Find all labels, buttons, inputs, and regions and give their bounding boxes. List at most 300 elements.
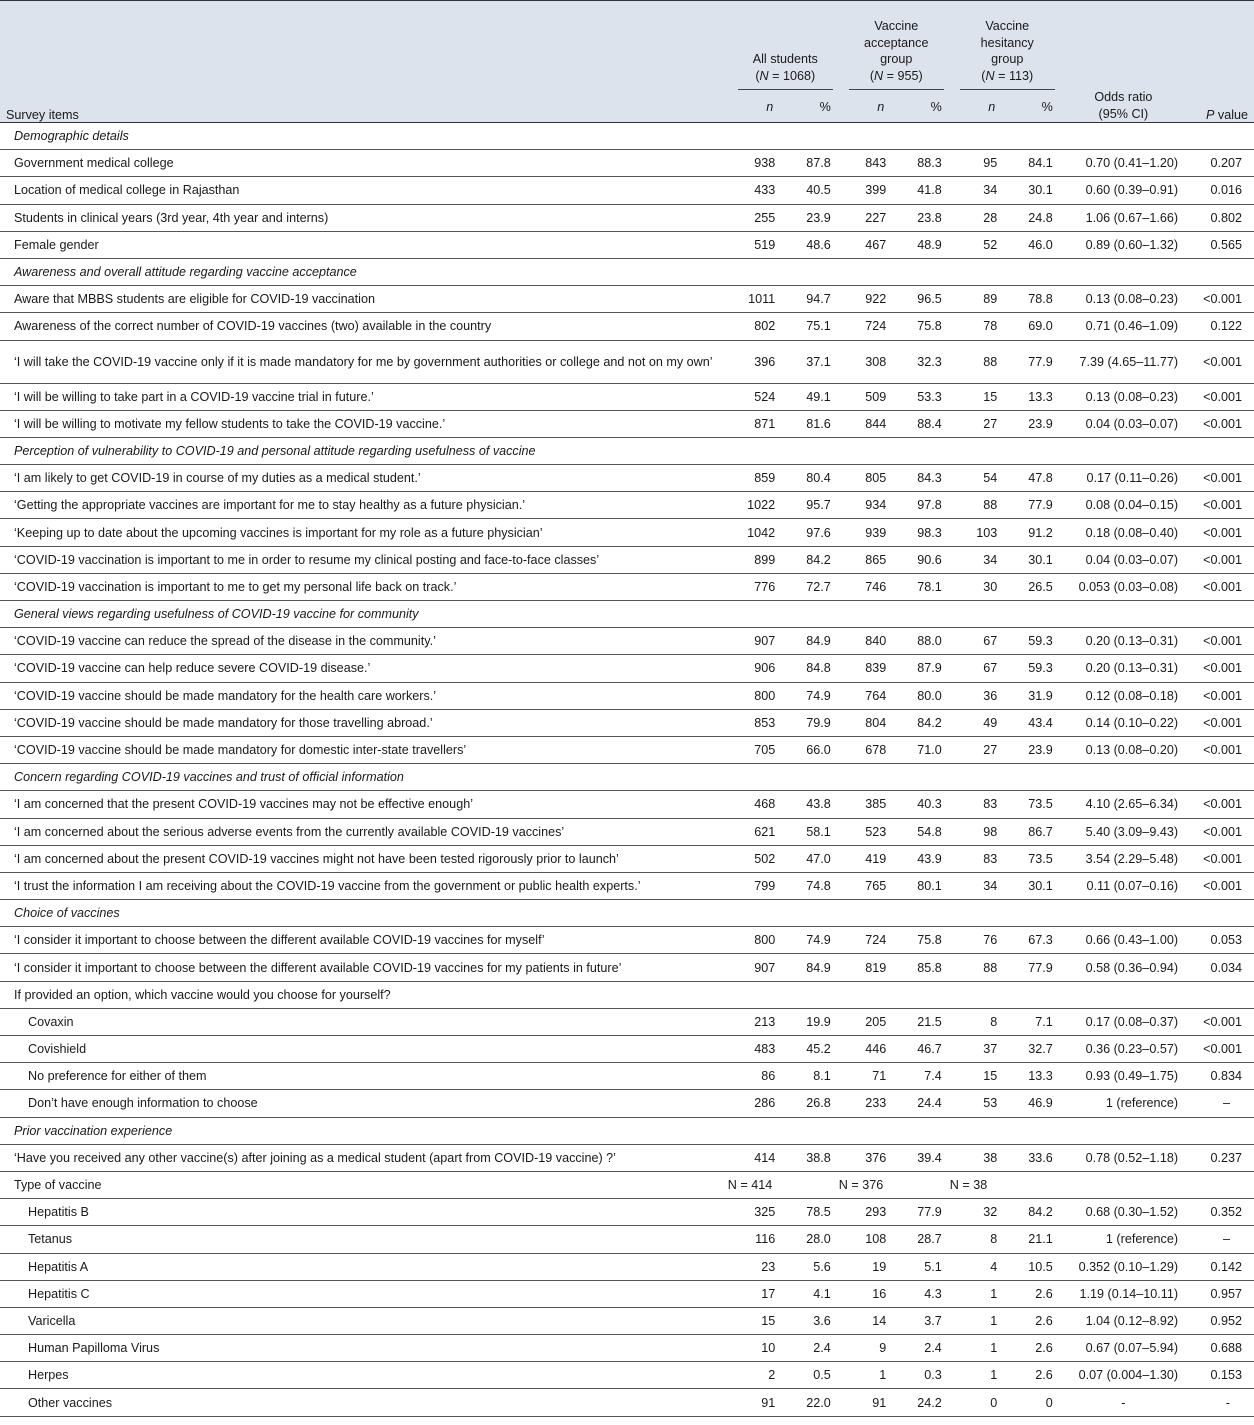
hesit-n: 88: [983, 960, 998, 975]
hesit-n: 52: [983, 237, 998, 252]
header-row: [0, 1, 1254, 123]
hesit-pct: 59.3: [1028, 634, 1053, 649]
table-row: [0, 736, 1254, 763]
section-header-row: [0, 437, 1254, 464]
section-title: Concern regarding COVID-19 vaccines and trust of official information: [14, 770, 404, 785]
section-title: Perception of vulnerability to COVID-19 and personal attitude regarding usefulness of vaccine: [14, 443, 536, 458]
all-n: 907: [754, 960, 776, 975]
all-pct: 45.2: [806, 1042, 831, 1057]
hesit-pct: 32.7: [1028, 1042, 1053, 1057]
accept-pct: 75.8: [917, 933, 942, 948]
all-pct: 22.0: [806, 1395, 831, 1410]
odds-ratio: 0.68 (0.30–1.52): [1085, 1205, 1179, 1220]
row-label: ‘I am concerned that the present COVID-19 vaccines may not be effective enough’: [14, 797, 473, 812]
hesit-pct: 13.3: [1028, 389, 1053, 404]
hesit-n: 37: [983, 1042, 998, 1057]
hesit-pct: 33.6: [1028, 1150, 1053, 1165]
all-pct: 84.8: [806, 661, 831, 676]
p-value: 0.834: [1210, 1069, 1242, 1084]
all-pct: 87.8: [806, 156, 831, 171]
hesit-n: 4: [990, 1259, 998, 1274]
section-header-row: [0, 1117, 1254, 1144]
all-n: 899: [754, 552, 776, 567]
table-row: [0, 150, 1254, 177]
hesit-pct: 59.3: [1028, 661, 1053, 676]
accept-pct: [894, 981, 952, 1008]
all-pct: 48.6: [806, 237, 831, 252]
table-row: [0, 791, 1254, 818]
row-label: ‘COVID-19 vaccination is important to me to get my personal life back on track.’: [14, 579, 457, 594]
table-row: [0, 519, 1254, 546]
accept-pct: 78.1: [917, 579, 942, 594]
p-value: <0.001: [1203, 797, 1242, 812]
p-value: <0.001: [1203, 416, 1242, 431]
odds-ratio: 1.19 (0.14–10.11): [1079, 1286, 1179, 1301]
hesit-n: 30: [983, 579, 998, 594]
hesitancy-n: (N = 113): [981, 68, 1034, 83]
table-row: [0, 1389, 1254, 1416]
accept-n: 19: [872, 1259, 887, 1274]
hesit-pct: 10.5: [1028, 1259, 1053, 1274]
all-n: 705: [754, 743, 776, 758]
row-label: Covishield: [28, 1042, 87, 1057]
accept-pct: 80.0: [917, 688, 942, 703]
hesit-n: 83: [983, 797, 998, 812]
all-n: 907: [754, 634, 776, 649]
all-n: 871: [754, 416, 776, 431]
all-pct: 81.6: [806, 416, 831, 431]
row-label: ‘COVID-19 vaccination is important to me in order to resume my clinical posting and face-to-face classes’: [14, 552, 600, 567]
odds-ratio: 0.89 (0.60–1.32): [1085, 237, 1179, 252]
accept-n: 509: [865, 389, 887, 404]
all-n: 802: [754, 319, 776, 334]
accept-pct: 84.3: [917, 471, 942, 486]
table-row: [0, 1144, 1254, 1171]
table-row: [0, 682, 1254, 709]
accept-pct: 43.9: [917, 851, 942, 866]
odds-ratio: 1.06 (0.67–1.66): [1085, 210, 1179, 225]
table-row: [0, 1171, 1254, 1198]
accept-n: 14: [872, 1313, 887, 1328]
all-n: 483: [754, 1042, 776, 1057]
table-row: [0, 845, 1254, 872]
all-pct: 37.1: [806, 354, 831, 369]
accept-n: [841, 981, 894, 1008]
hesit-n: 8: [990, 1232, 998, 1247]
row-label: ‘I consider it important to choose between the different available COVID-19 vaccines for myself’: [14, 933, 545, 948]
table-row: [0, 709, 1254, 736]
all-n: 800: [754, 688, 776, 703]
all-pct: 2.4: [813, 1341, 831, 1356]
row-label: ‘COVID-19 vaccine should be made mandatory for domestic inter-state travellers’: [14, 743, 467, 758]
p-value: [1184, 981, 1254, 1008]
hesit-pct: [1005, 981, 1063, 1008]
p-value: –: [1222, 1096, 1230, 1111]
odds-ratio: 0.17 (0.08–0.37): [1085, 1014, 1179, 1029]
table-row: [0, 1036, 1254, 1063]
p-value: 0.802: [1210, 210, 1242, 225]
odds-ratio: 7.39 (4.65–11.77): [1079, 354, 1179, 369]
accept-pct: 46.7: [917, 1042, 942, 1057]
accept-pct: 90.6: [917, 552, 942, 567]
accept-n: 227: [865, 210, 887, 225]
hesit-n: 83: [983, 851, 998, 866]
odds-ratio: 0.13 (0.08–0.20): [1085, 743, 1179, 758]
all-n: 414: [754, 1150, 776, 1165]
table-row: [0, 1335, 1254, 1362]
accept-pct: 41.8: [917, 183, 942, 198]
odds-ratio: 0.20 (0.13–0.31): [1085, 661, 1179, 676]
survey-items-header: Survey items: [0, 1, 730, 123]
table-row: [0, 465, 1254, 492]
odds-ratio: 1 (reference): [1105, 1232, 1179, 1247]
row-label: ‘Getting the appropriate vaccines are important for me to stay healthy as a future physician.’: [14, 498, 526, 513]
all-pct: [783, 981, 841, 1008]
row-label: Type of vaccine: [14, 1178, 102, 1193]
section-header-row: [0, 123, 1254, 150]
p-value: <0.001: [1203, 389, 1242, 404]
p-value: 0.053: [1210, 933, 1242, 948]
p-value: 0.153: [1210, 1368, 1242, 1383]
p-value: 0.016: [1210, 183, 1242, 198]
table-row: [0, 313, 1254, 340]
accept-pct: 0.3: [924, 1368, 942, 1383]
accept-n: 108: [865, 1232, 887, 1247]
odds-ratio: 5.40 (3.09–9.43): [1085, 824, 1179, 839]
table-row: [0, 340, 1254, 383]
table-row: [0, 1008, 1254, 1035]
row-label: No preference for either of them: [28, 1069, 207, 1084]
row-label: Hepatitis A: [28, 1259, 89, 1274]
all-pct: 78.5: [806, 1205, 831, 1220]
section-header-row: [0, 258, 1254, 285]
odds-ratio: -: [1121, 1395, 1126, 1410]
hesit-n: 27: [983, 416, 998, 431]
hesit-n: 95: [983, 156, 998, 171]
hesit-n: 103: [976, 525, 998, 540]
acceptance-header: Vaccine acceptance group (N = 955) n %: [841, 1, 952, 123]
hesit-pct: 84.2: [1028, 1205, 1053, 1220]
accept-n: 678: [865, 743, 887, 758]
hesit-pct: 67.3: [1028, 933, 1053, 948]
all-pct: 74.9: [806, 688, 831, 703]
all-n: 433: [754, 183, 776, 198]
table-row: [0, 573, 1254, 600]
accept-n: 839: [865, 661, 887, 676]
accept-pct: 3.7: [924, 1313, 942, 1328]
hesit-n: 27: [983, 743, 998, 758]
all-n: 776: [754, 579, 776, 594]
p-value: 0.142: [1210, 1259, 1242, 1274]
p-value: <0.001: [1203, 634, 1242, 649]
odds-ratio: 1 (reference): [1105, 1096, 1179, 1111]
accept-n: 840: [865, 634, 887, 649]
hesit-pct: 31.9: [1028, 688, 1053, 703]
odds-ratio: 0.13 (0.08–0.23): [1085, 292, 1179, 307]
table-row: [0, 872, 1254, 899]
hesit-pct: 2.6: [1035, 1313, 1053, 1328]
all-pct: 49.1: [806, 389, 831, 404]
accept-n: 939: [865, 525, 887, 540]
table-row: [0, 1063, 1254, 1090]
accept-n: 233: [865, 1096, 887, 1111]
acceptance-n: (N = 955): [869, 68, 923, 83]
hesit-pct: 2.6: [1035, 1341, 1053, 1356]
all-pct: 47.0: [806, 851, 831, 866]
row-label: ‘I trust the information I am receiving about the COVID-19 vaccine from the government or public health experts.’: [14, 878, 641, 893]
table-row: [0, 655, 1254, 682]
accept-n: 843: [865, 156, 887, 171]
accept-pct: 87.9: [917, 661, 942, 676]
all-students-n: (N = 1068): [755, 68, 816, 83]
odds-ratio: 0.70 (0.41–1.20): [1085, 156, 1179, 171]
p-value: <0.001: [1203, 743, 1242, 758]
empty-cell: [1184, 1171, 1254, 1198]
accept-n: 805: [865, 471, 887, 486]
odds-ratio-header: Odds ratio (95% CI): [1063, 1, 1184, 123]
odds-ratio: 4.10 (2.65–6.34): [1085, 797, 1179, 812]
table-row: [0, 286, 1254, 313]
odds-ratio: 0.36 (0.23–0.57): [1085, 1042, 1179, 1057]
all-n: 468: [754, 797, 776, 812]
hesit-n: 67: [983, 661, 998, 676]
row-label: ‘I will take the COVID-19 vaccine only if it is made mandatory for me by government authorities or college and not on my own’: [14, 354, 713, 369]
accept-n: 724: [865, 933, 887, 948]
row-label: Varicella: [28, 1313, 76, 1328]
p-value-header: P value: [1184, 1, 1254, 123]
accept-n: 385: [865, 797, 887, 812]
all-pct: 43.8: [806, 797, 831, 812]
all-pct: 8.1: [813, 1069, 831, 1084]
hesit-n: 34: [983, 552, 998, 567]
section-header-row: [0, 900, 1254, 927]
hesit-pct: 73.5: [1028, 851, 1053, 866]
row-label: ‘COVID-19 vaccine should be made mandatory for the health care workers.’: [14, 688, 437, 703]
all-n: 1011: [748, 292, 776, 307]
row-label: ‘COVID-19 vaccine can reduce the spread of the disease in the community.’: [14, 634, 436, 649]
hesit-n: 54: [983, 471, 998, 486]
hesit-pct: 46.0: [1028, 237, 1053, 252]
hesit-n: 49: [983, 715, 998, 730]
accept-n: 467: [865, 237, 887, 252]
hesit-pct: 46.9: [1028, 1096, 1053, 1111]
hesit-pct: 84.1: [1028, 156, 1053, 171]
section-header-row: [0, 601, 1254, 628]
p-value: <0.001: [1203, 292, 1242, 307]
p-value: <0.001: [1203, 851, 1242, 866]
table-row: [0, 1280, 1254, 1307]
accept-pct: 77.9: [917, 1205, 942, 1220]
hesit-n: 0: [990, 1395, 998, 1410]
empty-cell: [1063, 1171, 1184, 1198]
all-pct: 3.6: [813, 1313, 831, 1328]
all-pct: 38.8: [806, 1150, 831, 1165]
hesit-n: [952, 981, 1005, 1008]
odds-ratio: 0.352 (0.10–1.29): [1078, 1259, 1179, 1274]
p-value: 0.688: [1210, 1341, 1242, 1356]
row-label: If provided an option, which vaccine would you choose for yourself?: [14, 987, 391, 1002]
hesit-pct: 77.9: [1028, 354, 1053, 369]
accept-n: 16: [872, 1286, 887, 1301]
all-pct: 94.7: [806, 292, 831, 307]
row-label: Hepatitis C: [28, 1286, 90, 1301]
row-label: Location of medical college in Rajasthan: [14, 183, 240, 198]
accept-pct: 88.3: [917, 156, 942, 171]
table-row: [0, 981, 1254, 1008]
all-n: 286: [754, 1096, 776, 1111]
odds-ratio: 0.08 (0.04–0.15): [1085, 498, 1179, 513]
hesit-pct: 2.6: [1035, 1286, 1053, 1301]
all-pct: 23.9: [806, 210, 831, 225]
table-row: [0, 177, 1254, 204]
p-value: <0.001: [1203, 1014, 1242, 1029]
row-label: ‘I will be willing to motivate my fellow students to take the COVID-19 vaccine.’: [14, 416, 446, 431]
accept-pct: 80.1: [917, 878, 942, 893]
p-value: <0.001: [1203, 525, 1242, 540]
table-row: [0, 383, 1254, 410]
hesit-pct: 23.9: [1028, 743, 1053, 758]
accept-pct: 71.0: [917, 743, 942, 758]
hesit-pct: 78.8: [1028, 292, 1053, 307]
row-label: ‘Keeping up to date about the upcoming vaccines is important for my role as a future physician’: [14, 525, 543, 540]
hesit-pct: 7.1: [1035, 1014, 1053, 1029]
table-row: [0, 492, 1254, 519]
row-label: ‘I consider it important to choose between the different available COVID-19 vaccines for my patients in future’: [14, 960, 622, 975]
accept-pct: 85.8: [917, 960, 942, 975]
row-label: ‘I am likely to get COVID-19 in course of my duties as a medical student.’: [14, 471, 421, 486]
accept-pct: 5.1: [924, 1259, 942, 1274]
hesit-n: 32: [983, 1205, 998, 1220]
accept-pct: 75.8: [917, 319, 942, 334]
odds-ratio: [1063, 981, 1184, 1008]
row-label: Students in clinical years (3rd year, 4th year and interns): [14, 210, 329, 225]
hesit-n: 78: [983, 319, 998, 334]
hesit-pct: 26.5: [1028, 579, 1053, 594]
hesit-n: 1: [990, 1368, 998, 1383]
odds-ratio: 0.66 (0.43–1.00): [1085, 933, 1179, 948]
p-value: 0.957: [1210, 1286, 1242, 1301]
all-pct: 84.9: [806, 960, 831, 975]
hesit-pct: 0: [1045, 1395, 1053, 1410]
hesit-pct: 86.7: [1028, 824, 1053, 839]
odds-ratio: 0.11 (0.07–0.16): [1086, 878, 1179, 893]
odds-ratio: 0.60 (0.39–0.91): [1085, 183, 1179, 198]
odds-ratio: 0.71 (0.46–1.09): [1085, 319, 1179, 334]
all-n: 17: [761, 1286, 776, 1301]
all-pct: 0.5: [813, 1368, 831, 1383]
hesit-n: 28: [983, 210, 998, 225]
hesit-n: 98: [983, 824, 998, 839]
accept-pct: 28.7: [917, 1232, 942, 1247]
hesitancy-header: Vaccine hesitancy group (N = 113) n %: [952, 1, 1063, 123]
row-label: ‘I will be willing to take part in a COVID-19 vaccine trial in future.’: [14, 389, 374, 404]
all-n: 10: [761, 1341, 776, 1356]
all-pct: 66.0: [806, 743, 831, 758]
p-value: <0.001: [1203, 824, 1242, 839]
odds-ratio: 0.17 (0.11–0.26): [1086, 471, 1179, 486]
row-label: Human Papilloma Virus: [28, 1341, 160, 1356]
table-row: [0, 927, 1254, 954]
group-n-label: N = 376: [838, 1178, 884, 1193]
accept-n: 765: [865, 878, 887, 893]
accept-pct: 23.8: [917, 210, 942, 225]
accept-pct: 21.5: [917, 1014, 942, 1029]
row-label: Tetanus: [28, 1232, 73, 1247]
accept-n: 1: [879, 1368, 887, 1383]
all-pct: 84.2: [806, 552, 831, 567]
all-pct: 80.4: [806, 471, 831, 486]
accept-pct: 24.2: [917, 1395, 942, 1410]
table-row: [0, 1253, 1254, 1280]
odds-ratio: 0.18 (0.08–0.40): [1085, 525, 1179, 540]
section-title: Awareness and overall attitude regarding vaccine acceptance: [14, 265, 357, 280]
accept-pct: 84.2: [917, 715, 942, 730]
hesit-pct: 13.3: [1028, 1069, 1053, 1084]
p-value: <0.001: [1203, 552, 1242, 567]
all-n: 519: [754, 237, 776, 252]
hesit-pct: 77.9: [1028, 960, 1053, 975]
p-value: <0.001: [1203, 498, 1242, 513]
all-n: 325: [754, 1205, 776, 1220]
accept-pct: 88.4: [917, 416, 942, 431]
all-pct: 58.1: [806, 824, 831, 839]
accept-pct: 39.4: [917, 1150, 942, 1165]
odds-ratio: 0.67 (0.07–5.94): [1085, 1341, 1179, 1356]
accept-n: 446: [865, 1042, 887, 1057]
row-label: Aware that MBBS students are eligible for COVID-19 vaccination: [14, 292, 375, 307]
accept-pct: 40.3: [917, 797, 942, 812]
hesit-n: 8: [990, 1014, 998, 1029]
all-pct: 72.7: [806, 579, 831, 594]
accept-pct: 97.8: [917, 498, 942, 513]
accept-pct: 2.4: [924, 1341, 942, 1356]
p-value: <0.001: [1203, 715, 1242, 730]
all-n: 502: [754, 851, 776, 866]
table-row: [0, 1199, 1254, 1226]
accept-pct: 4.3: [924, 1286, 942, 1301]
all-pct: 95.7: [806, 498, 831, 513]
hesit-pct: 43.4: [1028, 715, 1053, 730]
accept-n: 865: [865, 552, 887, 567]
all-pct: 75.1: [806, 319, 831, 334]
hesit-pct: 30.1: [1028, 552, 1053, 567]
all-pct: 74.8: [806, 878, 831, 893]
section-title: Demographic details: [14, 129, 129, 144]
hesit-n: 88: [983, 354, 998, 369]
all-pct: 74.9: [806, 933, 831, 948]
accept-pct: 98.3: [917, 525, 942, 540]
row-label: Awareness of the correct number of COVID-19 vaccines (two) available in the country: [14, 319, 492, 334]
accept-n: 293: [865, 1205, 887, 1220]
hesit-n: 38: [983, 1150, 998, 1165]
row-label: Don’t have enough information to choose: [28, 1096, 258, 1111]
table-row: [0, 1226, 1254, 1253]
hesit-n: 89: [983, 292, 998, 307]
hesit-n: 67: [983, 634, 998, 649]
all-n: 800: [754, 933, 776, 948]
section-title: General views regarding usefulness of COVID-19 vaccine for community: [14, 607, 419, 622]
p-value: 0.952: [1210, 1313, 1242, 1328]
all-n: 906: [754, 661, 776, 676]
odds-ratio: 0.07 (0.004–1.30): [1078, 1368, 1179, 1383]
accept-n: 724: [865, 319, 887, 334]
all-n: 938: [754, 156, 776, 171]
table-row: [0, 628, 1254, 655]
odds-ratio: 1.04 (0.12–8.92): [1085, 1313, 1179, 1328]
p-value: 0.237: [1210, 1150, 1242, 1165]
hesit-n: 1: [990, 1286, 998, 1301]
p-value: 0.122: [1210, 319, 1242, 334]
